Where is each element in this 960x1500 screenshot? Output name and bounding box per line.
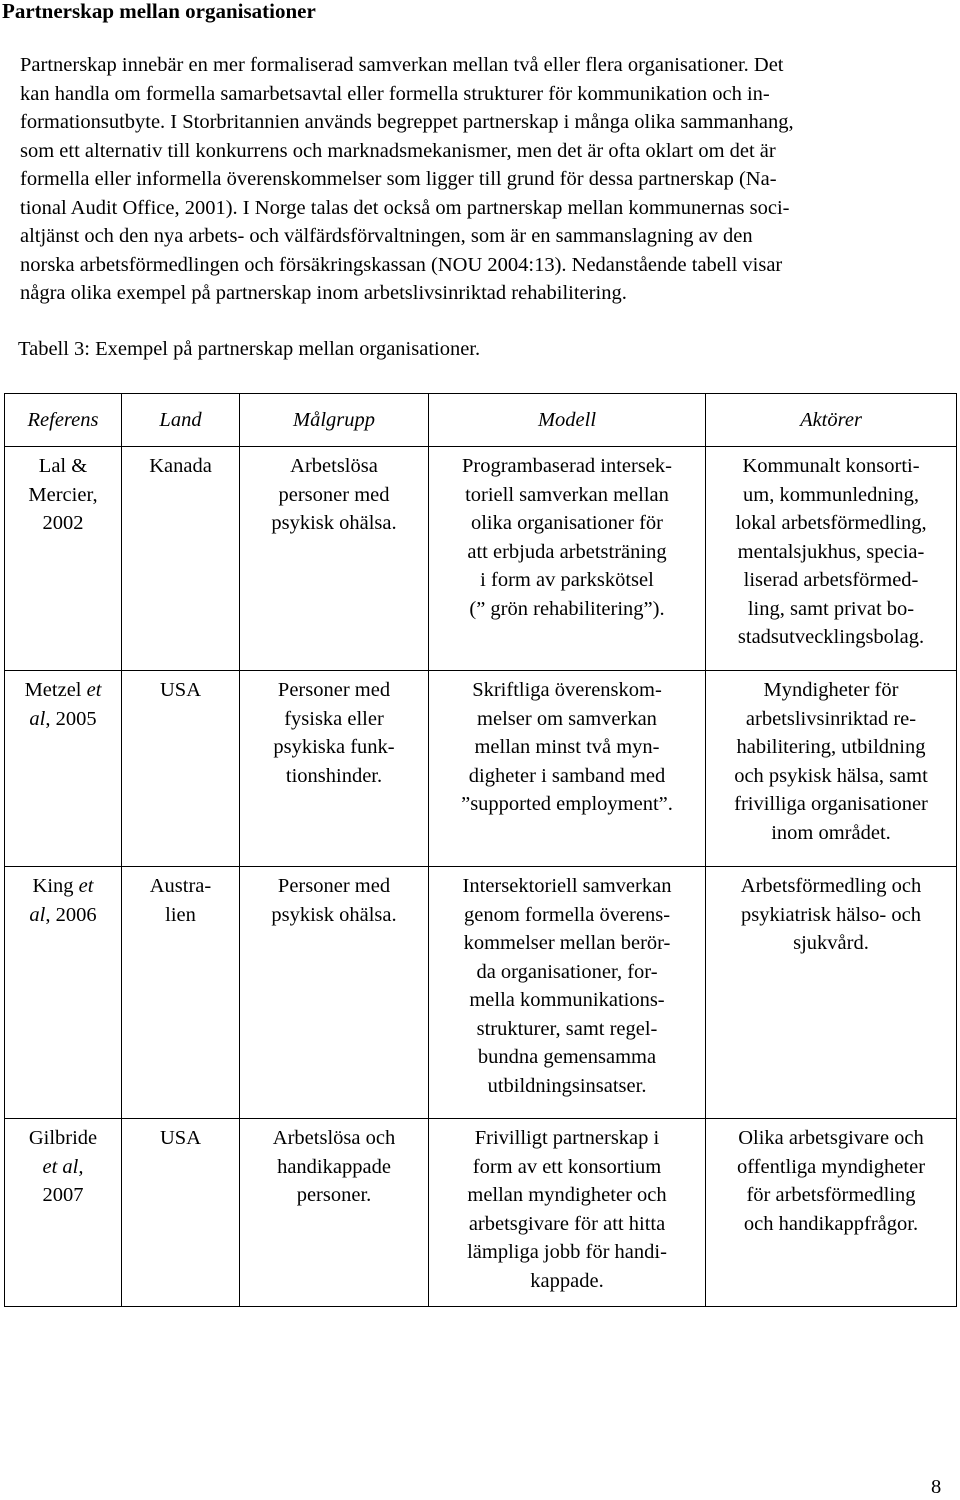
cell-malgrupp: Arbetslösa och handikappade personer.: [240, 1119, 429, 1307]
table-row: [5, 671, 957, 867]
cell-modell: Skriftliga överenskom- melser om samverkan mellan minst två myn- digheter i samband med ”supported employment”.: [429, 671, 706, 867]
cell-referens: King et al, 2006: [5, 867, 122, 1119]
paragraph-line: Partnerskap innebär en mer formaliserad samverkan mellan två eller flera organisationer. Det: [20, 54, 784, 76]
table-row: [5, 447, 957, 671]
paragraph-line: formationsutbyte. I Storbritannien används begreppet partnerskap i många olika sammanhang,: [20, 111, 794, 133]
header-referens: Referens: [5, 394, 122, 447]
cell-referens: Lal & Mercier, 2002: [5, 447, 122, 671]
paragraph-line: altjänst och den nya arbets- och välfärdsförvaltningen, som är en sammanslagning av den: [20, 225, 753, 247]
table-caption: Tabell 3: Exempel på partnerskap mellan organisationer.: [18, 338, 481, 360]
cell-referens: Gilbride et al, 2007: [5, 1119, 122, 1307]
cell-malgrupp: Personer med fysiska eller psykiska funk- tionshinder.: [240, 671, 429, 867]
cell-aktorer: Kommunalt konsorti- um, kommunledning, lokal arbetsförmedling, mentalsjukhus, specia- liserad arbetsförmed- ling, samt privat bo- stadsutvecklingsbolag.: [706, 447, 957, 671]
header-aktorer: Aktörer: [706, 394, 957, 447]
cell-land: Austra- lien: [122, 867, 240, 1119]
paragraph-line: tional Audit Office, 2001). I Norge talas det också om partnerskap mellan kommunernas soci-: [20, 196, 790, 219]
cell-modell: Programbaserad intersek- toriell samverkan mellan olika organisationer för att erbjuda arbetsträning i form av parkskötsel (” grön rehabilitering”).: [429, 447, 706, 671]
paragraph-line: formella eller informella överenskommelser som ligger till grund för dessa partnerskap (Na-: [20, 168, 777, 190]
paragraph-line: kan handla om formella samarbetsavtal eller formella strukturer för kommunikation och in-: [20, 82, 770, 105]
cell-aktorer: Olika arbetsgivare och offentliga myndigheter för arbetsförmedling och handikappfrågor.: [706, 1119, 957, 1307]
header-malgrupp: Målgrupp: [240, 394, 429, 447]
cell-land: Kanada: [122, 447, 240, 671]
cell-modell: Frivilligt partnerskap i form av ett konsortium mellan myndigheter och arbetsgivare för att hitta lämpliga jobb för handi- kappade.: [429, 1119, 706, 1307]
intro-paragraph: [20, 51, 946, 308]
cell-referens: Metzel et al, 2005: [5, 671, 122, 867]
partnership-table: [4, 393, 957, 1307]
cell-aktorer: Myndigheter för arbetslivsinriktad re- habilitering, utbildning och psykisk hälsa, samt frivilliga organisationer inom området.: [706, 671, 957, 867]
paragraph-line: norska arbetsförmedlingen och försäkringskassan (NOU 2004:13). Nedanstående tabell visar: [20, 253, 783, 276]
header-land: Land: [122, 394, 240, 447]
cell-land: USA: [122, 671, 240, 867]
paragraph-line: som ett alternativ till konkurrens och marknadsmekanismer, men det är ofta oklart om det är: [20, 139, 776, 162]
cell-malgrupp: Personer med psykisk ohälsa.: [240, 867, 429, 1119]
table-row: [5, 867, 957, 1119]
table-header-row: [5, 394, 957, 447]
cell-aktorer: Arbetsförmedling och psykiatrisk hälso- och sjukvård.: [706, 867, 957, 1119]
table-row: [5, 1119, 957, 1307]
header-modell: Modell: [429, 394, 706, 447]
section-heading: Partnerskap mellan organisationer: [2, 0, 316, 23]
page-number: 8: [931, 1476, 942, 1498]
cell-land: USA: [122, 1119, 240, 1307]
cell-malgrupp: Arbetslösa personer med psykisk ohälsa.: [240, 447, 429, 671]
paragraph-line: några olika exempel på partnerskap inom arbetslivsinriktad rehabilitering.: [20, 282, 627, 304]
cell-modell: Intersektoriell samverkan genom formella överens- kommelser mellan berör- da organisationer, for- mella kommunikations- strukturer, samt regel- bundna gemensamma utbildningsinsatser.: [429, 867, 706, 1119]
